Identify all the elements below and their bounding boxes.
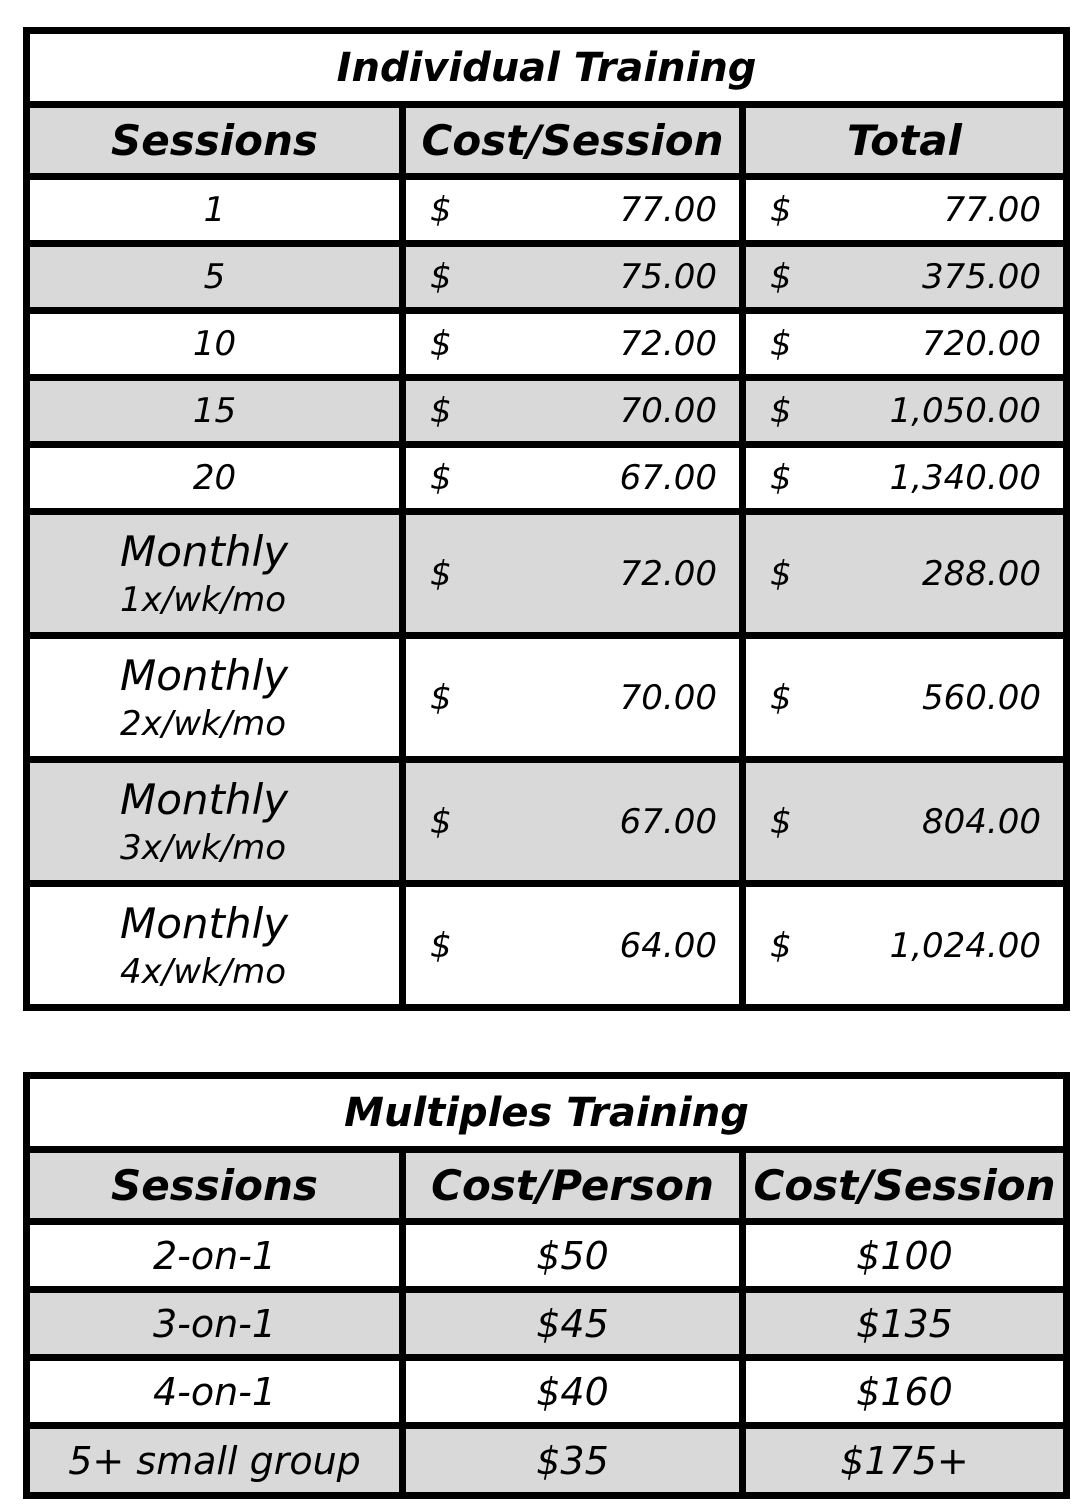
cost-person-cell: $50 [403, 1222, 743, 1290]
currency-symbol: $ [430, 391, 452, 431]
sessions-cell: 5 [27, 244, 403, 311]
total-value: 560.00 [922, 677, 1041, 718]
currency-symbol: $ [430, 677, 452, 718]
total-value: 804.00 [922, 801, 1041, 842]
cost-cell [403, 378, 743, 445]
total-value: 1,050.00 [889, 391, 1041, 431]
header-sessions: Sessions [27, 105, 403, 177]
total-value: 1,340.00 [889, 458, 1041, 498]
frequency-label: 1x/wk/mo [120, 579, 287, 620]
currency-symbol: $ [770, 677, 792, 718]
table-row [27, 1358, 1067, 1426]
sessions-cell: 2-on-1 [27, 1222, 403, 1290]
total-cell [743, 244, 1067, 311]
total-cell [743, 445, 1067, 512]
cost-cell [403, 884, 743, 1008]
currency-symbol: $ [770, 458, 792, 498]
sessions-cell: 3-on-1 [27, 1290, 403, 1358]
individual-training-title: Individual Training [27, 31, 1067, 105]
table-row [27, 445, 1067, 512]
total-value: 288.00 [922, 553, 1041, 594]
table-row [27, 311, 1067, 378]
frequency-label: 3x/wk/mo [120, 827, 287, 868]
currency-symbol: $ [770, 553, 792, 594]
total-value: 720.00 [922, 324, 1041, 364]
sessions-cell [27, 760, 403, 884]
frequency-label: 2x/wk/mo [120, 703, 287, 744]
cost-value: 70.00 [619, 391, 717, 431]
currency-symbol: $ [430, 324, 452, 364]
cost-session-cell: $175+ [743, 1426, 1067, 1496]
cost-value: 72.00 [619, 324, 717, 364]
cost-cell [403, 311, 743, 378]
currency-symbol: $ [430, 801, 452, 842]
cost-cell [403, 177, 743, 244]
table-row [27, 760, 1067, 884]
sessions-cell [27, 884, 403, 1008]
cost-cell [403, 244, 743, 311]
currency-symbol: $ [770, 190, 792, 230]
total-cell [743, 378, 1067, 445]
multiples-training-table [23, 1072, 1070, 1499]
cost-value: 67.00 [619, 801, 717, 842]
header-sessions: Sessions [27, 1150, 403, 1222]
currency-symbol: $ [770, 391, 792, 431]
cost-value: 70.00 [619, 677, 717, 718]
total-cell [743, 311, 1067, 378]
cost-value: 77.00 [619, 190, 717, 230]
currency-symbol: $ [430, 553, 452, 594]
monthly-label: Monthly [120, 651, 289, 700]
total-value: 77.00 [943, 190, 1041, 230]
cost-session-cell: $135 [743, 1290, 1067, 1358]
monthly-label: Monthly [120, 527, 289, 576]
table-row [27, 1426, 1067, 1496]
table-row [27, 1222, 1067, 1290]
cost-person-cell: $35 [403, 1426, 743, 1496]
individual-training-table [23, 27, 1070, 1011]
table-row [27, 378, 1067, 445]
sessions-cell: 5+ small group [27, 1426, 403, 1496]
cost-session-cell: $160 [743, 1358, 1067, 1426]
cost-value: 64.00 [619, 925, 717, 966]
sessions-cell: 20 [27, 445, 403, 512]
sessions-cell [27, 512, 403, 636]
frequency-label: 4x/wk/mo [120, 951, 287, 992]
total-cell [743, 760, 1067, 884]
sessions-cell: 4-on-1 [27, 1358, 403, 1426]
cost-value: 75.00 [619, 257, 717, 297]
total-cell [743, 636, 1067, 760]
cost-value: 72.00 [619, 553, 717, 594]
cost-person-cell: $40 [403, 1358, 743, 1426]
currency-symbol: $ [430, 925, 452, 966]
total-cell [743, 512, 1067, 636]
table-row [27, 512, 1067, 636]
currency-symbol: $ [430, 458, 452, 498]
currency-symbol: $ [770, 801, 792, 842]
currency-symbol: $ [430, 190, 452, 230]
cost-cell [403, 636, 743, 760]
cost-cell [403, 760, 743, 884]
sessions-cell [27, 636, 403, 760]
monthly-label: Monthly [120, 775, 289, 824]
header-cost-person: Cost/Person [403, 1150, 743, 1222]
cost-value: 67.00 [619, 458, 717, 498]
table-row [27, 884, 1067, 1008]
table-row [27, 177, 1067, 244]
currency-symbol: $ [770, 257, 792, 297]
total-value: 1,024.00 [889, 925, 1041, 966]
header-cost-session: Cost/Session [743, 1150, 1067, 1222]
multiples-training-title: Multiples Training [27, 1076, 1067, 1150]
monthly-label: Monthly [120, 899, 289, 948]
cost-person-cell: $45 [403, 1290, 743, 1358]
sessions-cell: 1 [27, 177, 403, 244]
sessions-cell: 15 [27, 378, 403, 445]
cost-cell [403, 445, 743, 512]
header-cost-session: Cost/Session [403, 105, 743, 177]
table-row [27, 244, 1067, 311]
cost-session-cell: $100 [743, 1222, 1067, 1290]
sessions-cell: 10 [27, 311, 403, 378]
table-row [27, 636, 1067, 760]
currency-symbol: $ [770, 925, 792, 966]
total-cell [743, 177, 1067, 244]
currency-symbol: $ [430, 257, 452, 297]
total-cell [743, 884, 1067, 1008]
table-row [27, 1290, 1067, 1358]
currency-symbol: $ [770, 324, 792, 364]
total-value: 375.00 [922, 257, 1041, 297]
cost-cell [403, 512, 743, 636]
header-total: Total [743, 105, 1067, 177]
